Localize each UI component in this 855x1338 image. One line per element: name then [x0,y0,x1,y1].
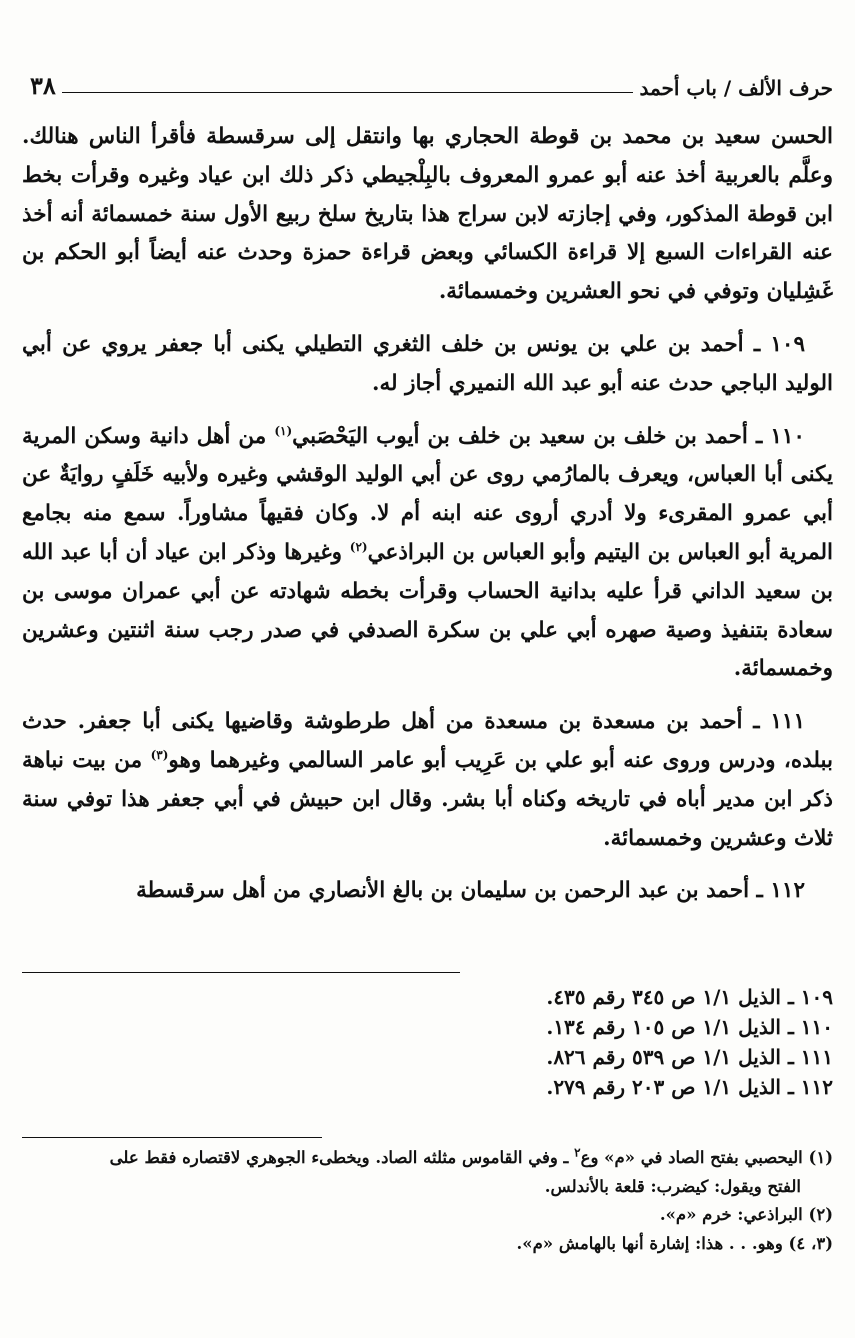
footnotes-divider [22,1137,322,1138]
footnote-1-sup: ٢ [574,1145,581,1160]
footnote-ref-1: (١) [274,423,293,438]
footnote-1-text-b: ـ وفي القاموس مثلثه الصاد. ويخطىء الجوهري لاقتصاره فقط على [109,1148,575,1167]
page-number: ٣٨ [30,71,56,100]
entry-110-text-a: ١١٠ ـ أحمد بن خلف بن سعيد بن خلف بن أيوب اليَحْصَبي [292,423,805,449]
references-divider [22,972,460,973]
entry-109: ١٠٩ ـ أحمد بن علي بن يونس بن خلف الثغري التطيلي يكنى أبا جعفر يروي عن أبي الوليد الباجي حدث عنه أبو عبد الله النميري أجاز له. [22,331,833,396]
running-title: حرف الألف / باب أحمد [639,76,833,100]
paragraph-continuation: الحسن سعيد بن محمد بن قوطة الحجاري بها وانتقل إلى سرقسطة فأقرأ الناس هنالك. وعلَّم بالعربية أخذ عنه أبو عمرو المعروف بالبِلْجيطي ذكر ذلك ابن عياد وغيره وقرأت بخط ابن قوطة المذكور، وفي إجازته لابن سراج هذا بتاريخ سلخ ربيع الأول سنة خمسمائة أنه أخذ عنه القراءات السبع إلا قراءة الكسائي وبعض قراءة حمزة وحدث عنه أيضاً أبو الحكم بن غَشِليان وتوفي في نحو العشرين وخمسمائة. [22,124,833,305]
running-header [22,68,833,100]
footnote-1 [22,1146,833,1171]
entry-110-text-c: وغيرها وذكر ابن عياد أن أبا عبد الله بن سعيد الداني قرأ عليه بدانية الحساب وقرأت بخطه شهادته عن أبي عمران موسى بن سعادة بتنفيذ وصية صهره أبي علي بن سكرة الصدفي في صدر رجب سنة اثنتين وعشرين وخمسمائة. [22,539,833,682]
references-list [22,982,833,1102]
entry-112: ١١٢ ـ أحمد بن عبد الرحمن بن سليمان بن بالغ الأنصاري من أهل سرقسطة [136,878,805,904]
footnotes [22,1146,833,1260]
entry-110 [22,418,833,690]
entry-111-text-a: ١١١ ـ أحمد بن مسعدة بن مسعدة من أهل طرطوشة وقاضيها يكنى أبا جعفر. حدث ببلده، ودرس وروى عنه أبو علي بن عَرِيب أبو عامر السالمي وغيرهما وهو [22,709,833,773]
reference-item: ١١١ ـ الذيل ١/١ ص ٥٣٩ رقم ٨٢٦. [546,1045,833,1069]
footnote-2: (٢) البراذعي: خرم «م». [659,1205,833,1224]
header-rule [62,92,634,93]
entry-111-text-b: من بيت نباهة ذكر ابن مدير أباه في تاريخه وكناه أبا بشر. وقال ابن حبيش في أبي جعفر هذا توفي سنة ثلاث وعشرين وخمسمائة. [22,747,833,851]
entry-110-text-b: من أهل دانية وسكن المرية يكنى أبا العباس، ويعرف بالمارُمي روى عن أبي الوليد الوقشي وغيره ولأبيه خَلَفٍ روايَةٌ عن أبي عمرو المقرىء ولا أدري أروى عنه ابنه أم لا. وكان فقيهاً مشاوراً. سمع منه بجامع المرية أبو العباس بن اليتيم وأبو العباس بن البراذعي [22,423,833,565]
reference-item: ١١٠ ـ الذيل ١/١ ص ١٠٥ رقم ١٣٤. [546,1015,833,1039]
main-text [22,118,833,925]
reference-item: ١٠٩ ـ الذيل ١/١ ص ٣٤٥ رقم ٤٣٥. [546,985,833,1009]
footnote-ref-2: (٢) [349,539,368,554]
footnote-3: (٣، ٤) وهو. . . هذا: إشارة أنها بالهامش «م». [516,1233,833,1253]
footnote-1-continuation: الفتح ويقول: كيضرب: قلعة بالأندلس. [544,1176,801,1196]
entry-111 [22,703,833,858]
reference-item: ١١٢ ـ الذيل ١/١ ص ٢٠٣ رقم ٢٧٩. [546,1075,833,1099]
footnote-1-text-a: (١) اليحصبي بفتح الصاد في «م» وع [580,1148,833,1167]
footnote-ref-3: (٣) [150,747,169,762]
